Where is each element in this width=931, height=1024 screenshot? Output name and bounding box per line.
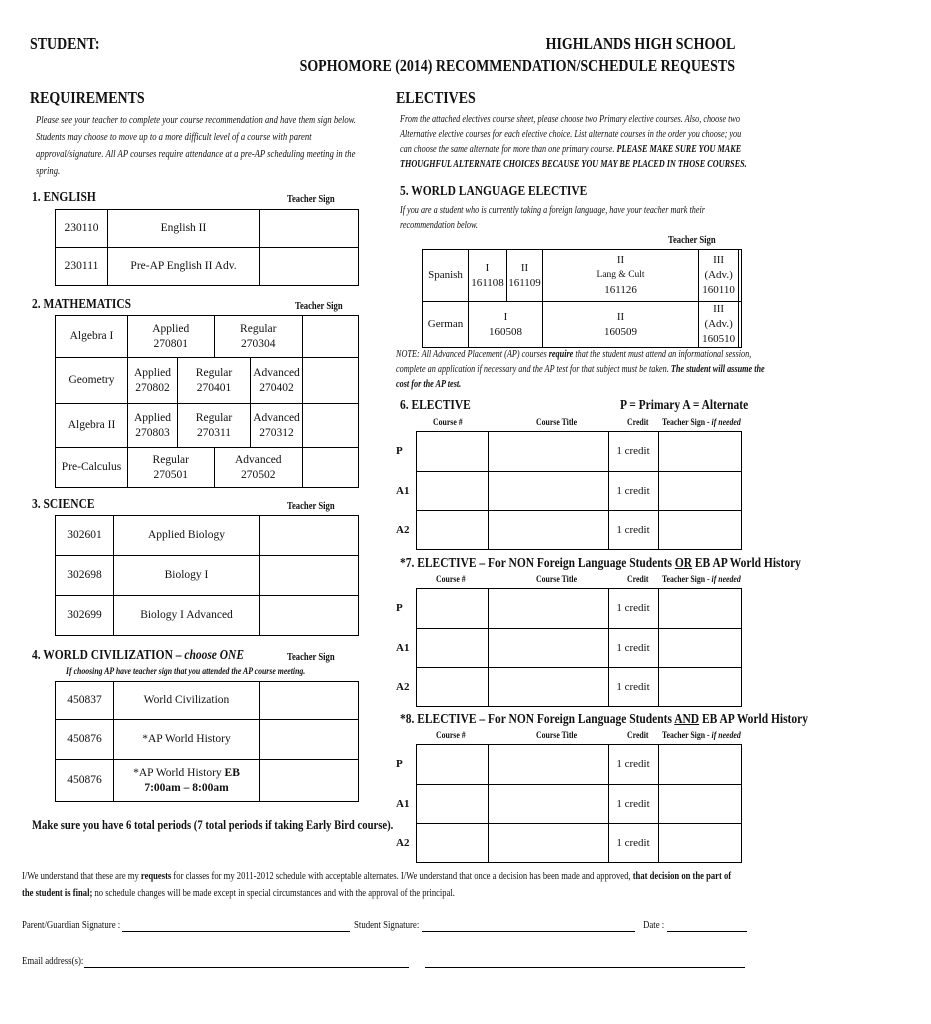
teacher-sign-cell[interactable]: [658, 824, 742, 863]
course-name: Biology I: [114, 556, 260, 596]
course-title-cell[interactable]: [488, 668, 608, 707]
course-title-cell[interactable]: [488, 589, 608, 629]
date-label: Date :: [643, 919, 665, 931]
course-option: Applied 270803: [128, 404, 178, 448]
table-row: [396, 629, 742, 668]
e8-title: *8. ELECTIVE – For NON Foreign Language Students AND EB AP World History: [400, 712, 808, 727]
course-option: Applied 270801: [128, 316, 215, 358]
course-title-cell[interactable]: [488, 432, 608, 472]
table-row: [56, 248, 359, 286]
course-option: Regular 270304: [214, 316, 303, 358]
teacher-sign-cell[interactable]: [658, 668, 742, 707]
teacher-sign-cell[interactable]: [260, 516, 359, 556]
course-title-cell[interactable]: [488, 629, 608, 668]
table-row: [56, 316, 359, 358]
worldciv-title: 4. WORLD CIVILIZATION – choose ONE: [32, 648, 244, 663]
course-option: I 161108: [469, 250, 507, 302]
e8-table: [396, 744, 742, 863]
table-row: [423, 250, 742, 302]
science-table: [55, 515, 359, 636]
requirements-text: Please see your teacher to complete your course recommendation and have them sign below. Students may choose to move up to a more difficult level of a course with parent approval/signature. All AP courses require attendance at a pre-AP scheduling meeting in the spring.: [36, 115, 356, 177]
student-label: STUDENT:: [30, 34, 100, 53]
teacher-sign-cell[interactable]: [260, 556, 359, 596]
credit-cell: 1 credit: [608, 472, 658, 511]
e7-table: [396, 588, 742, 707]
e7-title: *7. ELECTIVE – For NON Foreign Language Students OR EB AP World History: [400, 556, 801, 571]
course-code: 230111: [56, 248, 108, 286]
course-name: Geometry: [56, 358, 128, 404]
course-title-cell[interactable]: [488, 824, 608, 863]
worldciv-table: [55, 681, 359, 802]
course-code: 450876: [56, 760, 114, 802]
table-row: [396, 785, 742, 824]
teacher-sign-cell[interactable]: [260, 210, 359, 248]
row-label: P: [396, 758, 403, 770]
credit-cell: 1 credit: [608, 432, 658, 472]
electives-text: From the attached electives course sheet, please choose two Primary elective courses. Also, choose two Alternative elective courses for each elective choice. List alternate courses in the order you choose; you can choose the same alternate for more than one primary course. PLEASE MAKE SURE YOU MAKE THOUGHFUL ALTERNATE CHOICES BECAUSE YOU MAY BE PLACED IN THOSE COURSES.: [400, 114, 747, 170]
credit-cell: 1 credit: [608, 785, 658, 824]
teacher-sign-cell[interactable]: [260, 682, 359, 720]
e8-col-title: Course Title: [536, 731, 578, 741]
wl-title: 5. WORLD LANGUAGE ELECTIVE: [400, 184, 588, 199]
course-number-cell[interactable]: [416, 472, 488, 511]
e7-col-sign: Teacher Sign - if needed: [662, 575, 741, 585]
course-number-cell[interactable]: [416, 824, 488, 863]
course-name: Algebra I: [56, 316, 128, 358]
e6-col-course: Course #: [433, 418, 463, 428]
course-code: 302699: [56, 596, 114, 636]
agreement-text: I/We understand that these are my requests for classes for my 2011-2012 schedule with acceptable alternates. I/We understand that once a decision has been made and approved, that decision on the part of the student is final; no schedule changes will be made except in special circumstances and with the approval of the principal.: [22, 870, 732, 899]
row-label: P: [396, 445, 403, 457]
course-title-cell[interactable]: [488, 785, 608, 824]
table-row: [396, 432, 742, 472]
teacher-sign-cell[interactable]: [658, 745, 742, 785]
teacher-sign-cell[interactable]: [260, 596, 359, 636]
e6-legend: P = Primary A = Alternate: [620, 398, 749, 413]
course-option: Advanced 270502: [214, 448, 303, 488]
english-teacher-sign-label: Teacher Sign: [287, 194, 335, 205]
teacher-sign-cell[interactable]: [658, 472, 742, 511]
course-option: Advanced 270402: [251, 358, 303, 404]
course-number-cell[interactable]: [416, 785, 488, 824]
english-table: [55, 209, 359, 286]
parent-signature-line[interactable]: [122, 931, 350, 932]
student-signature-label: Student Signature:: [354, 919, 420, 931]
teacher-sign-cell[interactable]: [658, 629, 742, 668]
course-number-cell[interactable]: [416, 589, 488, 629]
course-number-cell[interactable]: [416, 511, 488, 550]
e6-col-sign: Teacher Sign - if needed: [662, 418, 741, 428]
course-name: Algebra II: [56, 404, 128, 448]
course-name: German: [423, 302, 469, 348]
table-row: [56, 358, 359, 404]
course-name: Biology I Advanced: [114, 596, 260, 636]
credit-cell: 1 credit: [608, 668, 658, 707]
e7-col-title: Course Title: [536, 575, 578, 585]
student-signature-line[interactable]: [422, 931, 635, 932]
date-line[interactable]: [667, 931, 747, 932]
course-name: Pre-AP English II Adv.: [108, 248, 260, 286]
course-code: 450837: [56, 682, 114, 720]
wl-teacher-sign-label: Teacher Sign: [668, 235, 716, 246]
row-label: A2: [396, 680, 410, 693]
e7-col-credit: Credit: [627, 575, 649, 585]
teacher-sign-cell[interactable]: [658, 589, 742, 629]
course-name: *AP World History EB 7:00am – 8:00am: [114, 760, 260, 802]
table-row: [56, 596, 359, 636]
table-row: [396, 511, 742, 550]
table-row: [56, 516, 359, 556]
teacher-sign-cell[interactable]: [658, 785, 742, 824]
page-title: SOPHOMORE (2014) RECOMMENDATION/SCHEDULE REQUESTS: [299, 56, 735, 75]
table-row: [56, 556, 359, 596]
teacher-sign-cell[interactable]: [303, 358, 359, 404]
course-name: English II: [108, 210, 260, 248]
course-option: I 160508: [469, 302, 543, 348]
teacher-sign-cell[interactable]: [260, 248, 359, 286]
row-label: A2: [396, 523, 410, 536]
credit-cell: 1 credit: [608, 589, 658, 629]
table-row: [56, 210, 359, 248]
e6-table: [396, 431, 742, 550]
e8-col-credit: Credit: [627, 731, 649, 741]
course-code: 450876: [56, 720, 114, 760]
course-name: World Civilization: [114, 682, 260, 720]
course-number-cell[interactable]: [416, 668, 488, 707]
school-name: HIGHLANDS HIGH SCHOOL: [545, 34, 735, 53]
make-sure-note: Make sure you have 6 total periods (7 total periods if taking Early Bird course).: [32, 817, 394, 832]
table-row: [396, 668, 742, 707]
math-teacher-sign-label: Teacher Sign: [295, 301, 343, 312]
teacher-sign-cell[interactable]: [739, 250, 742, 302]
course-code: 302601: [56, 516, 114, 556]
e8-col-course: Course #: [436, 731, 466, 741]
credit-cell: 1 credit: [608, 824, 658, 863]
course-name: Spanish: [423, 250, 469, 302]
row-label: A2: [396, 836, 410, 849]
e7-col-course: Course #: [436, 575, 466, 585]
course-option: III (Adv.) 160510: [699, 302, 739, 348]
course-code: 302698: [56, 556, 114, 596]
course-number-cell[interactable]: [416, 629, 488, 668]
teacher-sign-cell[interactable]: [303, 404, 359, 448]
table-row: [56, 682, 359, 720]
course-title-cell[interactable]: [488, 511, 608, 550]
course-option: Applied 270802: [128, 358, 178, 404]
teacher-sign-cell[interactable]: [260, 720, 359, 760]
science-title: 3. SCIENCE: [32, 497, 95, 512]
course-option: III (Adv.) 160110: [699, 250, 739, 302]
course-name: *AP World History: [114, 720, 260, 760]
email-line-1[interactable]: [84, 967, 409, 968]
math-title: 2. MATHEMATICS: [32, 297, 132, 312]
math-table: [55, 315, 359, 488]
table-row: [56, 760, 359, 802]
row-label: P: [396, 602, 403, 614]
course-option: Regular 270311: [178, 404, 251, 448]
credit-cell: 1 credit: [608, 745, 658, 785]
teacher-sign-cell[interactable]: [658, 432, 742, 472]
course-number-cell[interactable]: [416, 745, 488, 785]
requirements-title: REQUIREMENTS: [30, 88, 145, 107]
row-label: A1: [396, 484, 410, 497]
electives-title: ELECTIVES: [396, 88, 476, 107]
row-label: A1: [396, 797, 410, 810]
email-label: Email address(s):: [22, 955, 84, 967]
table-row: [396, 589, 742, 629]
worldciv-note: If choosing AP have teacher sign that you attended the AP course meeting.: [66, 667, 306, 677]
course-option: Advanced 270312: [251, 404, 303, 448]
course-name: Applied Biology: [114, 516, 260, 556]
table-row: [56, 404, 359, 448]
ap-note: NOTE: All Advanced Placement (AP) courses require that the student must attend an informational session, complete an application if necessary and the AP test for that subject must be taken. The student will assume the cost for the AP test.: [396, 349, 765, 390]
wl-text: If you are a student who is currently taking a foreign language, have your teacher mark their recommendation below.: [400, 205, 705, 231]
e6-title: 6. ELECTIVE: [400, 398, 471, 413]
wl-table: [422, 249, 742, 348]
worldciv-teacher-sign-label: Teacher Sign: [287, 652, 335, 663]
table-row: [396, 472, 742, 511]
credit-cell: 1 credit: [608, 629, 658, 668]
course-option: II 161109: [507, 250, 543, 302]
e8-col-sign: Teacher Sign - if needed: [662, 731, 741, 741]
table-row: [56, 720, 359, 760]
course-name: Pre-Calculus: [56, 448, 128, 488]
course-option: Regular 270501: [128, 448, 215, 488]
row-label: A1: [396, 641, 410, 654]
credit-cell: 1 credit: [608, 511, 658, 550]
table-row: [56, 448, 359, 488]
teacher-sign-cell[interactable]: [260, 760, 359, 802]
table-row: [396, 745, 742, 785]
teacher-sign-cell[interactable]: [739, 302, 742, 348]
e6-col-title: Course Title: [536, 418, 578, 428]
table-row: [396, 824, 742, 863]
science-teacher-sign-label: Teacher Sign: [287, 501, 335, 512]
course-number-cell[interactable]: [416, 432, 488, 472]
e6-col-credit: Credit: [627, 418, 649, 428]
course-title-cell[interactable]: [488, 745, 608, 785]
course-code: 230110: [56, 210, 108, 248]
course-option: II 160509: [543, 302, 699, 348]
teacher-sign-cell[interactable]: [303, 316, 359, 358]
english-title: 1. ENGLISH: [32, 190, 96, 205]
course-option: II Lang & Cult 161126: [543, 250, 699, 302]
course-title-cell[interactable]: [488, 472, 608, 511]
teacher-sign-cell[interactable]: [658, 511, 742, 550]
course-option: Regular 270401: [178, 358, 251, 404]
teacher-sign-cell[interactable]: [303, 448, 359, 488]
email-line-2[interactable]: [425, 967, 745, 968]
table-row: [423, 302, 742, 348]
parent-signature-label: Parent/Guardian Signature :: [22, 919, 121, 931]
